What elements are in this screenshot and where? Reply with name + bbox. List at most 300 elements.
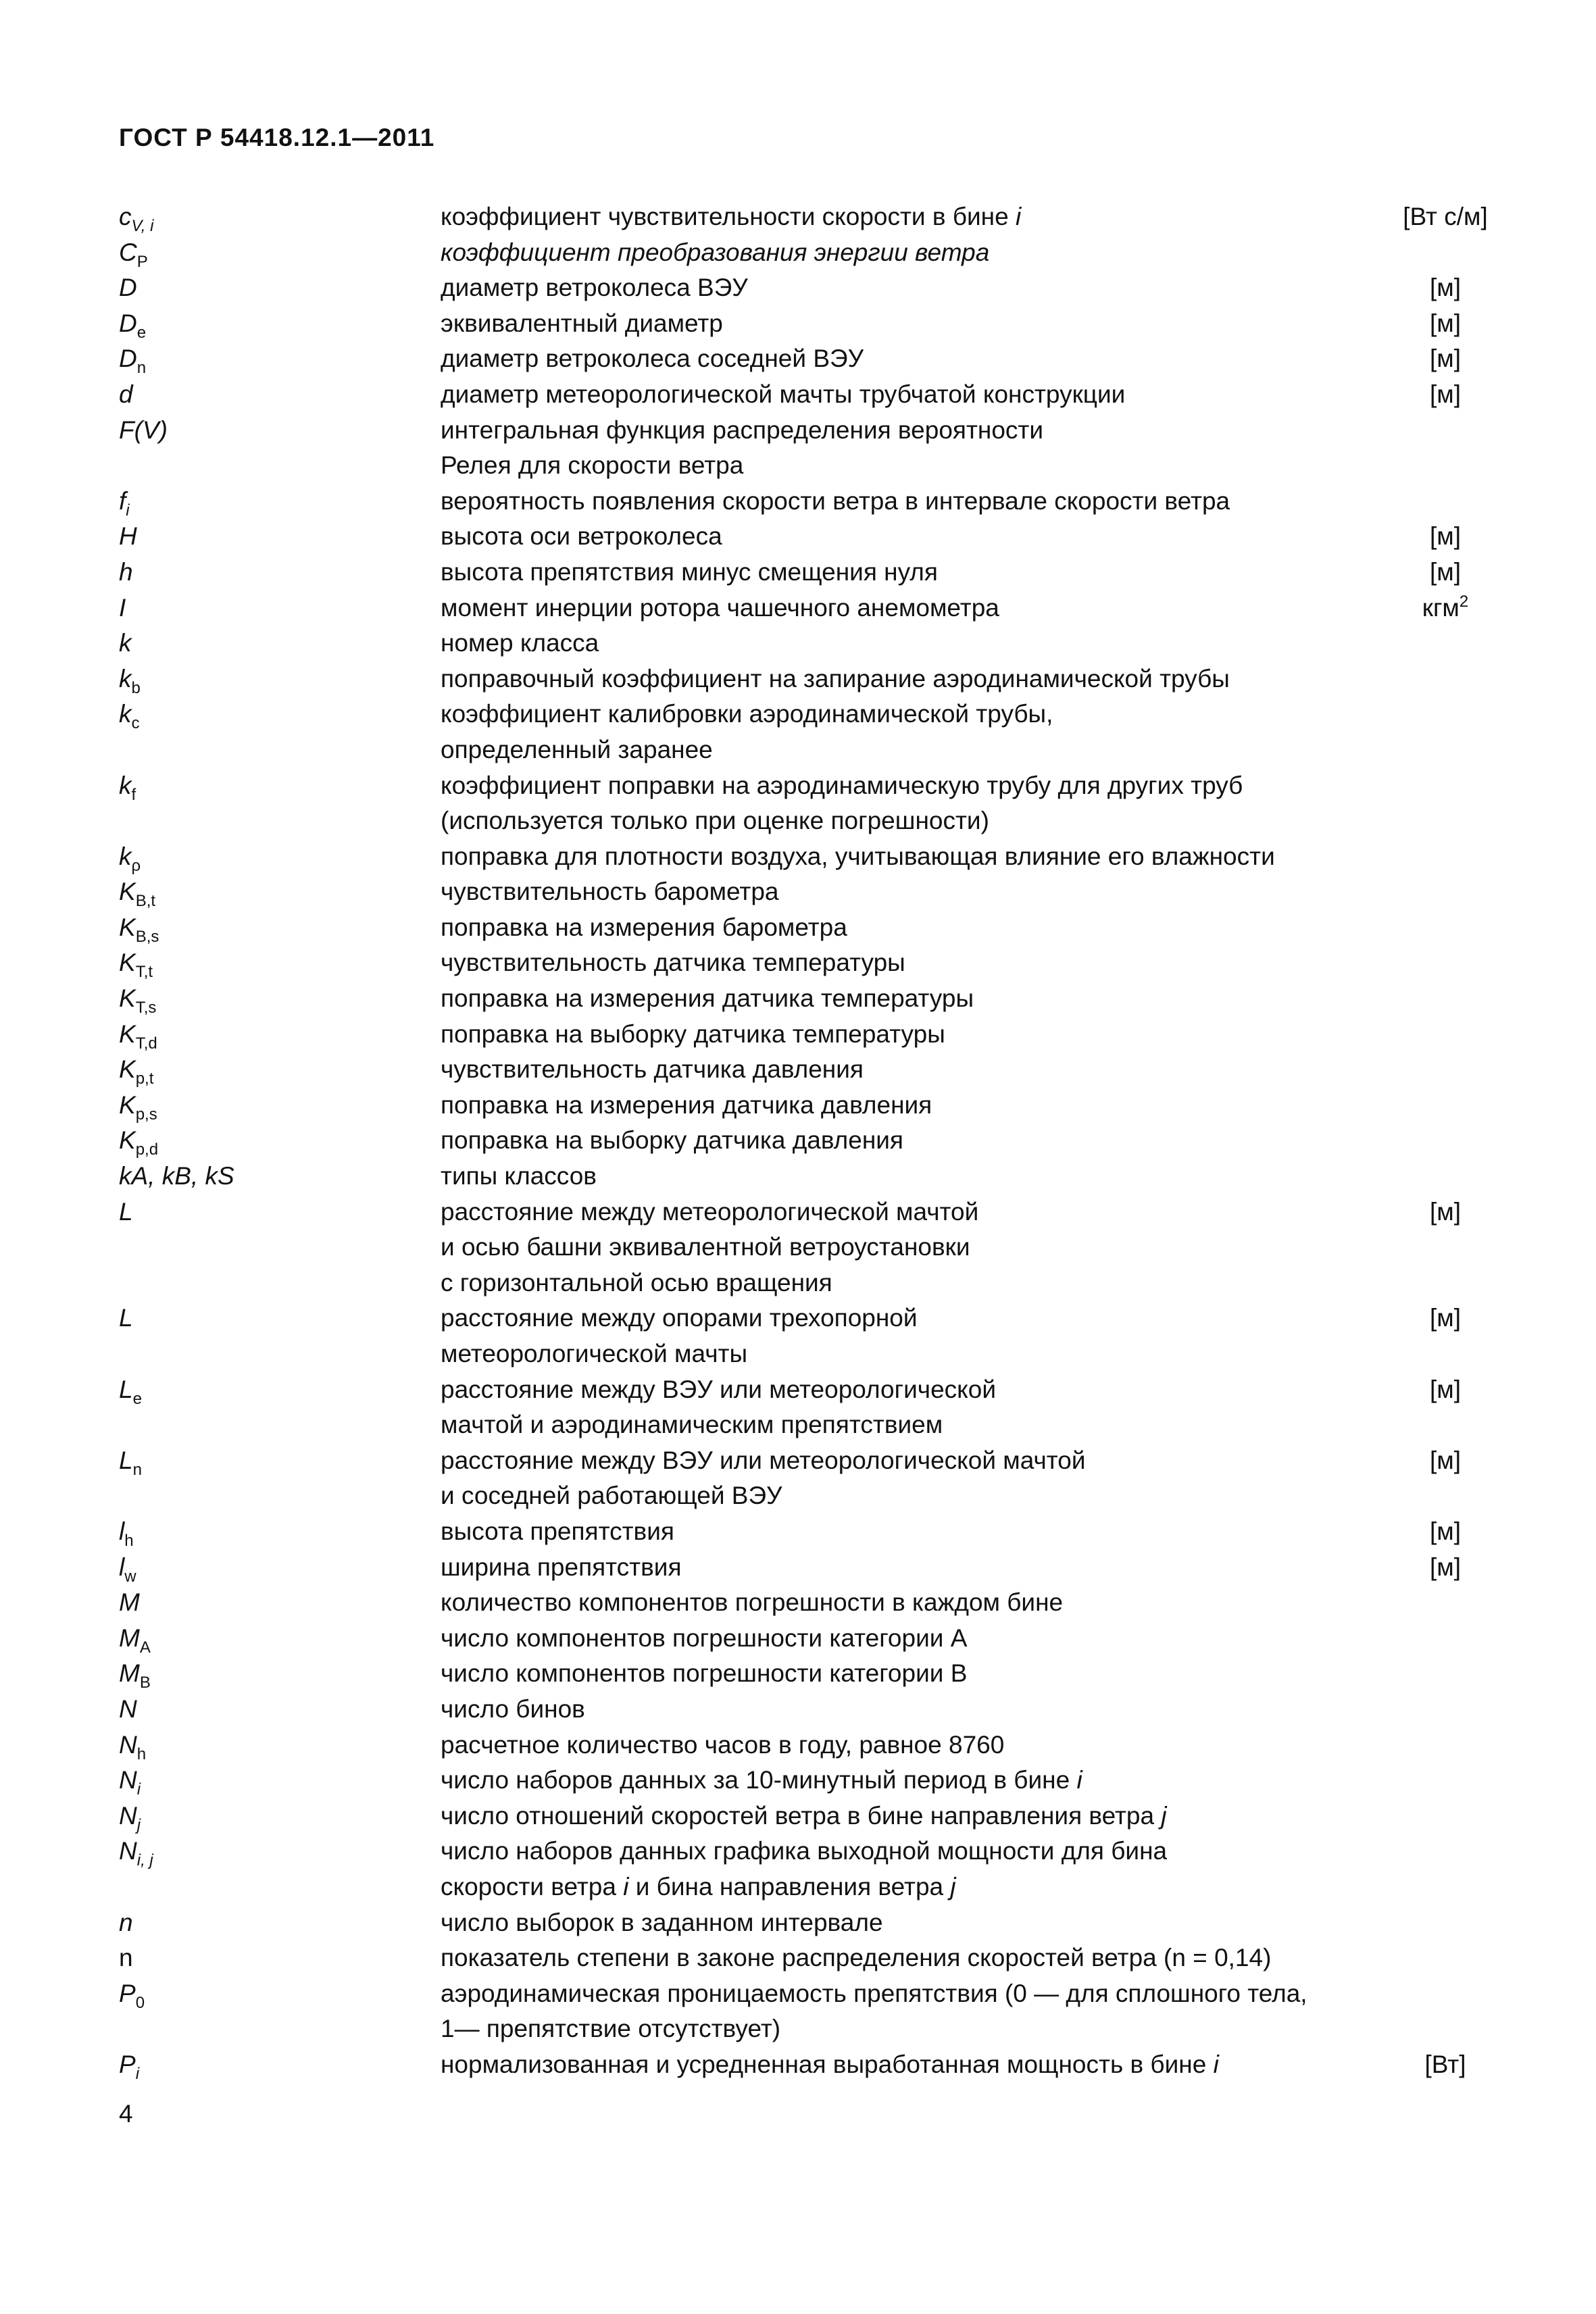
symbol [119,1763,441,1799]
symbol-list [119,199,1491,2082]
symbol-row [119,1799,1491,1834]
symbol [119,768,441,804]
symbol-row [119,1194,1491,1230]
symbol-row [119,1585,1491,1621]
symbol-definition [441,1834,1373,1869]
symbol-definition [441,1728,1373,1763]
symbol-subscript: f [131,785,136,804]
symbol-letter: k [119,842,132,870]
symbol [119,1834,441,1869]
definition-text: чувствительность барометра [441,878,779,906]
symbol-letter: L [119,1446,133,1474]
symbol-row [119,235,1491,271]
page-number: 4 [119,2100,133,2128]
symbol-row [119,697,1491,732]
symbol-definition [441,1230,1373,1265]
symbol-unit [1373,1514,1491,1550]
symbol-row [119,306,1491,342]
symbol-row [119,910,1491,946]
symbol-row [119,413,1491,449]
symbol-row [119,519,1491,555]
symbol-definition [441,768,1373,804]
symbol-unit [1373,377,1491,413]
symbol-definition [441,732,1373,768]
unit-text: [м] [1430,522,1461,551]
symbol-subscript: V, i [131,217,154,235]
symbol [119,697,441,732]
symbol-letter: L [119,1375,133,1403]
definition-text: число наборов данных за 10-минутный период в бине [441,1766,1077,1794]
symbol-subscript: T,d [135,1034,157,1053]
definition-text: коэффициент чувствительности скорости в бине [441,203,1016,230]
symbol [119,306,441,342]
symbol-row [119,199,1491,235]
symbol [119,1159,441,1194]
symbol-definition [441,2011,1373,2047]
symbol-definition [441,1550,1373,1586]
symbol [119,1301,441,1336]
symbol-subscript: h [124,1531,134,1550]
definition-text: и бина направления ветра [628,1872,951,1901]
symbol-definition [441,1656,1373,1692]
definition-text: число выборок в заданном интервале [441,1908,883,1936]
symbol-definition [441,555,1373,590]
symbol-definition [441,1869,1373,1905]
definition-text: поправка на выборку датчика давления [441,1126,903,1155]
symbol-definition [441,1585,1373,1621]
unit-text: [м] [1430,380,1461,408]
symbol-row [119,1088,1491,1124]
symbol-letter: f [119,486,126,515]
symbol-row [119,1905,1491,1941]
symbol-unit [1373,270,1491,306]
definition-text: нормализованная и усредненная выработанная мощность в бине [441,2050,1214,2078]
symbol-subscript: B [139,1674,151,1692]
symbol [119,2047,441,2083]
symbol-subscript: ρ [131,856,141,875]
symbol [119,1940,441,1976]
symbol-letter: h [119,557,133,586]
definition-variable: i [1076,1766,1082,1794]
symbol-unit [1373,1372,1491,1408]
definition-text: поправка на выборку датчика температуры [441,1020,945,1048]
symbol-row [119,2047,1491,2083]
symbol-unit [1373,1443,1491,1479]
symbol-row [119,1017,1491,1053]
symbol-definition [441,874,1373,910]
symbol-definition [441,199,1373,235]
symbol-row [119,1301,1491,1336]
symbol-subscript: B,t [135,892,156,911]
symbol-letter: H [119,522,137,551]
definition-text: диаметр метеорологической мачты трубчатой конструкции [441,380,1126,408]
unit-text: [м] [1430,274,1461,302]
symbol-subscript: P [136,252,148,271]
unit-text: [Вт с/м] [1403,203,1488,230]
definition-text: аэродинамическая проницаемость препятствия (0 — для сплошного тела, [441,1979,1307,2007]
definition-text: чувствительность датчика давления [441,1055,864,1084]
symbol-subscript: w [124,1567,136,1586]
symbol-row [119,626,1491,661]
symbol-definition [441,1621,1373,1657]
definition-text: поправка на измерения барометра [441,913,847,941]
symbol-subscript: i [136,1780,141,1799]
symbol-definition [441,1443,1373,1479]
symbol-letter: kA, kB, kS [119,1162,234,1190]
symbol [119,1123,441,1159]
symbol-row [119,1869,1491,1905]
symbol-definition [441,697,1373,732]
symbol-letter: d [119,380,133,408]
symbol-row [119,270,1491,306]
definition-text: ширина препятствия [441,1553,682,1581]
symbol-row [119,1692,1491,1728]
symbol-unit [1373,341,1491,377]
unit-exponent: 2 [1459,592,1469,611]
symbol-subscript: T,s [135,999,157,1017]
definition-text: (используется только при оценке погрешности) [441,807,989,835]
symbol-row [119,1834,1491,1869]
symbol-subscript: B,s [135,927,159,946]
symbol-letter: D [119,345,137,373]
symbol-subscript: p,t [135,1070,154,1088]
symbol-definition [441,1799,1373,1834]
symbol-row [119,768,1491,804]
symbol [119,1585,441,1621]
definition-text: момент инерции ротора чашечного анемометра [441,593,999,622]
unit-text: [м] [1430,1517,1461,1545]
symbol-row [119,661,1491,697]
definition-text: расстояние между ВЭУ или метеорологической [441,1375,997,1403]
definition-text: число бинов [441,1694,585,1723]
symbol [119,1514,441,1550]
symbol [119,1443,441,1479]
symbol-letter: D [119,309,137,337]
symbol [119,341,441,377]
definition-variable: j [1161,1801,1167,1830]
symbol-row [119,981,1491,1017]
symbol-definition [441,1017,1373,1053]
symbol-letter: K [119,949,136,977]
symbol-letter: L [119,1197,133,1226]
unit-text: [м] [1430,1304,1461,1332]
symbol-letter: K [119,1126,136,1155]
symbol-definition [441,341,1373,377]
symbol [119,1088,441,1124]
definition-text: типы классов [441,1162,597,1190]
symbol-row [119,377,1491,413]
symbol-letter: k [119,664,132,693]
symbol-letter: n [119,1908,133,1936]
symbol-letter: F(V) [119,416,168,444]
symbol-unit [1373,199,1491,235]
symbol-definition [441,590,1373,626]
symbol-definition [441,2047,1373,2083]
symbol [119,555,441,590]
symbol-subscript: h [136,1744,147,1763]
definition-text: 1— препятствие отсутствует) [441,2015,781,2043]
symbol-row [119,1550,1491,1586]
definition-text: чувствительность датчика температуры [441,949,905,977]
symbol [119,1017,441,1053]
symbol-unit [1373,590,1491,626]
symbol-definition [441,377,1373,413]
symbol [119,874,441,910]
symbol-letter: K [119,984,136,1013]
symbol [119,1976,441,2012]
symbol-definition [441,270,1373,306]
symbol-letter: N [119,1837,137,1865]
unit-text: [Вт] [1424,2050,1466,2078]
symbol-row [119,1621,1491,1657]
symbol-definition [441,910,1373,946]
definition-text: поправка на измерения датчика давления [441,1090,932,1119]
symbol-row [119,1728,1491,1763]
symbol-row [119,945,1491,981]
symbol-letter: M [119,1588,140,1617]
symbol-subscript: n [136,359,147,378]
symbol-letter: C [119,238,137,266]
symbol-row [119,1478,1491,1514]
symbol-subscript: A [139,1638,151,1657]
unit-text: [м] [1430,1375,1461,1403]
symbol-unit [1373,555,1491,590]
definition-text: число отношений скоростей ветра в бине направления ветра [441,1801,1162,1830]
definition-text: с горизонтальной осью вращения [441,1268,832,1297]
definition-text: высота препятствия [441,1517,674,1545]
definition-text: диаметр ветроколеса ВЭУ [441,274,748,302]
symbol-subscript: 0 [135,1993,145,2012]
symbol [119,199,441,235]
definition-text: мачтой и аэродинамическим препятствием [441,1411,943,1439]
unit-text: [м] [1430,309,1461,337]
symbol [119,1621,441,1657]
symbol-row [119,1763,1491,1799]
definition-text: метеорологической мачты [441,1340,748,1367]
symbol-letter: n [119,1944,133,1972]
symbol-definition [441,235,1373,271]
symbol [119,484,441,520]
symbol-row [119,1514,1491,1550]
symbol [119,1656,441,1692]
definition-text: высота оси ветроколеса [441,522,722,551]
symbol-row [119,1265,1491,1301]
symbol [119,1194,441,1230]
symbol-row [119,1336,1491,1372]
symbol-subscript: T,t [135,963,153,982]
symbol [119,1372,441,1408]
symbol [119,1799,441,1834]
definition-text: интегральная функция распределения вероятности [441,416,1044,444]
symbol-subscript: i [135,2064,140,2083]
symbol-unit [1373,2047,1491,2083]
definition-text: поправочный коэффициент на запирание аэродинамической трубы [441,664,1230,693]
definition-text: поправка на измерения датчика температуры [441,984,974,1013]
unit-text: [м] [1430,557,1461,586]
symbol-row [119,590,1491,626]
definition-text: эквивалентный диаметр [441,309,723,337]
symbol-subscript: i [126,501,130,520]
symbol [119,661,441,697]
definition-text: число компонентов погрешности категории А [441,1624,968,1652]
symbol-row [119,1940,1491,1976]
symbol-letter: k [119,629,132,657]
definition-text: поправка для плотности воздуха, учитывающая влияние его влажности [441,842,1275,870]
symbol-definition [441,484,1373,520]
symbol-definition [441,1763,1373,1799]
symbol-unit [1373,1194,1491,1230]
definition-text: расчетное количество часов в году, равное 8760 [441,1730,1005,1759]
symbol-definition [441,981,1373,1017]
symbol [119,1550,441,1586]
definition-text: вероятность появления скорости ветра в интервале скорости ветра [441,486,1230,515]
symbol-letter: k [119,771,132,799]
symbol-row [119,732,1491,768]
symbol-letter: K [119,1090,136,1119]
symbol-row [119,1230,1491,1265]
symbol [119,377,441,413]
definition-text: число компонентов погрешности категории В [441,1659,968,1688]
symbol-row [119,1656,1491,1692]
symbol-row [119,484,1491,520]
symbol-subscript: b [131,678,141,697]
symbol-letter: P [119,2050,136,2078]
unit-text: [м] [1430,345,1461,373]
definition-text: расстояние между ВЭУ или метеорологической мачтой [441,1446,1086,1474]
unit-text: [м] [1430,1553,1461,1581]
symbol-definition [441,803,1373,839]
symbol-definition [441,1159,1373,1194]
definition-variable: j [950,1872,956,1901]
symbol [119,1052,441,1088]
symbol [119,1905,441,1941]
symbol-letter: N [119,1730,137,1759]
definition-text: коэффициент преобразования энергии ветра [441,238,990,266]
symbol-row [119,555,1491,590]
symbol [119,413,441,449]
symbol-unit [1373,1301,1491,1336]
symbol-definition [441,1478,1373,1514]
symbol-definition [441,306,1373,342]
definition-text: диаметр ветроколеса соседней ВЭУ [441,345,864,373]
symbol-subscript: n [132,1460,142,1479]
symbol-definition [441,1123,1373,1159]
symbol-row [119,1123,1491,1159]
symbol-definition [441,945,1373,981]
symbol [119,839,441,875]
symbol [119,519,441,555]
symbol-subscript: e [136,323,147,342]
symbol [119,910,441,946]
symbol-subscript: c [131,714,140,733]
definition-variable: i [623,1872,629,1901]
symbol [119,270,441,306]
symbol-definition [441,1976,1373,2012]
definition-text: число наборов данных графика выходной мощности для бина [441,1837,1168,1865]
symbol-definition [441,1301,1373,1336]
unit-text: кгм [1422,593,1460,622]
symbol-letter: N [119,1694,137,1723]
symbol-definition [441,661,1373,697]
symbol-letter: K [119,1020,136,1048]
definition-text: и осью башни эквивалентной ветроустановки [441,1233,970,1261]
symbol-row [119,2011,1491,2047]
symbol-subscript: e [132,1389,142,1408]
symbol-definition [441,1407,1373,1443]
symbol-letter: c [119,203,132,230]
definition-variable: i [1213,2050,1219,2078]
symbol-subscript: p,d [135,1140,159,1159]
symbol-row [119,874,1491,910]
definition-text: номер класса [441,629,599,657]
symbol-letter: N [119,1766,137,1794]
definition-text: показатель степени в законе распределения скоростей ветра (n = 0,14) [441,1944,1272,1972]
symbol-definition [441,1194,1373,1230]
symbol-definition [441,413,1373,449]
symbol-unit [1373,306,1491,342]
symbol-letter: K [119,878,136,906]
symbol-letter: I [119,593,126,622]
symbol-letter: L [119,1304,133,1332]
document-header: ГОСТ Р 54418.12.1—2011 [119,124,435,151]
definition-text: коэффициент поправки на аэродинамическую трубу для других труб [441,771,1243,799]
symbol-definition [441,1336,1373,1372]
symbol-letter: M [119,1624,140,1652]
symbol-definition [441,1088,1373,1124]
symbol-row [119,1443,1491,1479]
definition-text: Релея для скорости ветра [441,451,744,480]
definition-variable: i [1015,203,1022,230]
unit-text: [м] [1430,1197,1461,1226]
definition-text: и соседней работающей ВЭУ [441,1482,782,1510]
symbol [119,590,441,626]
definition-text: высота препятствия минус смещения нуля [441,557,938,586]
symbol [119,626,441,661]
symbol-definition [441,626,1373,661]
symbol-definition [441,1692,1373,1728]
symbol-row [119,448,1491,484]
symbol-letter: k [119,700,132,728]
symbol-row [119,1407,1491,1443]
symbol-subscript: p,s [135,1105,157,1124]
symbol-definition [441,839,1373,875]
symbol-row [119,1976,1491,2012]
symbol-letter: P [119,1979,136,2007]
symbol-letter: N [119,1801,137,1830]
definition-text: коэффициент калибровки аэродинамической трубы, [441,700,1053,728]
definition-text: скорости ветра [441,1872,624,1901]
symbol [119,945,441,981]
symbol-unit [1373,1550,1491,1586]
symbol-letter: M [119,1659,140,1688]
symbol-row [119,1052,1491,1088]
symbol-row [119,341,1491,377]
symbol-row [119,839,1491,875]
symbol-definition [441,1905,1373,1941]
symbol-definition [441,1265,1373,1301]
symbol [119,235,441,271]
symbol [119,1728,441,1763]
definition-text: расстояние между метеорологической мачтой [441,1197,979,1226]
symbol-letter: K [119,1055,136,1084]
symbol-definition [441,519,1373,555]
symbol-letter: K [119,913,136,941]
symbol [119,1692,441,1728]
symbol-subscript: i, j [136,1851,153,1870]
symbol-definition [441,1940,1373,1976]
symbol-letter: l [119,1517,125,1545]
symbol-row [119,803,1491,839]
